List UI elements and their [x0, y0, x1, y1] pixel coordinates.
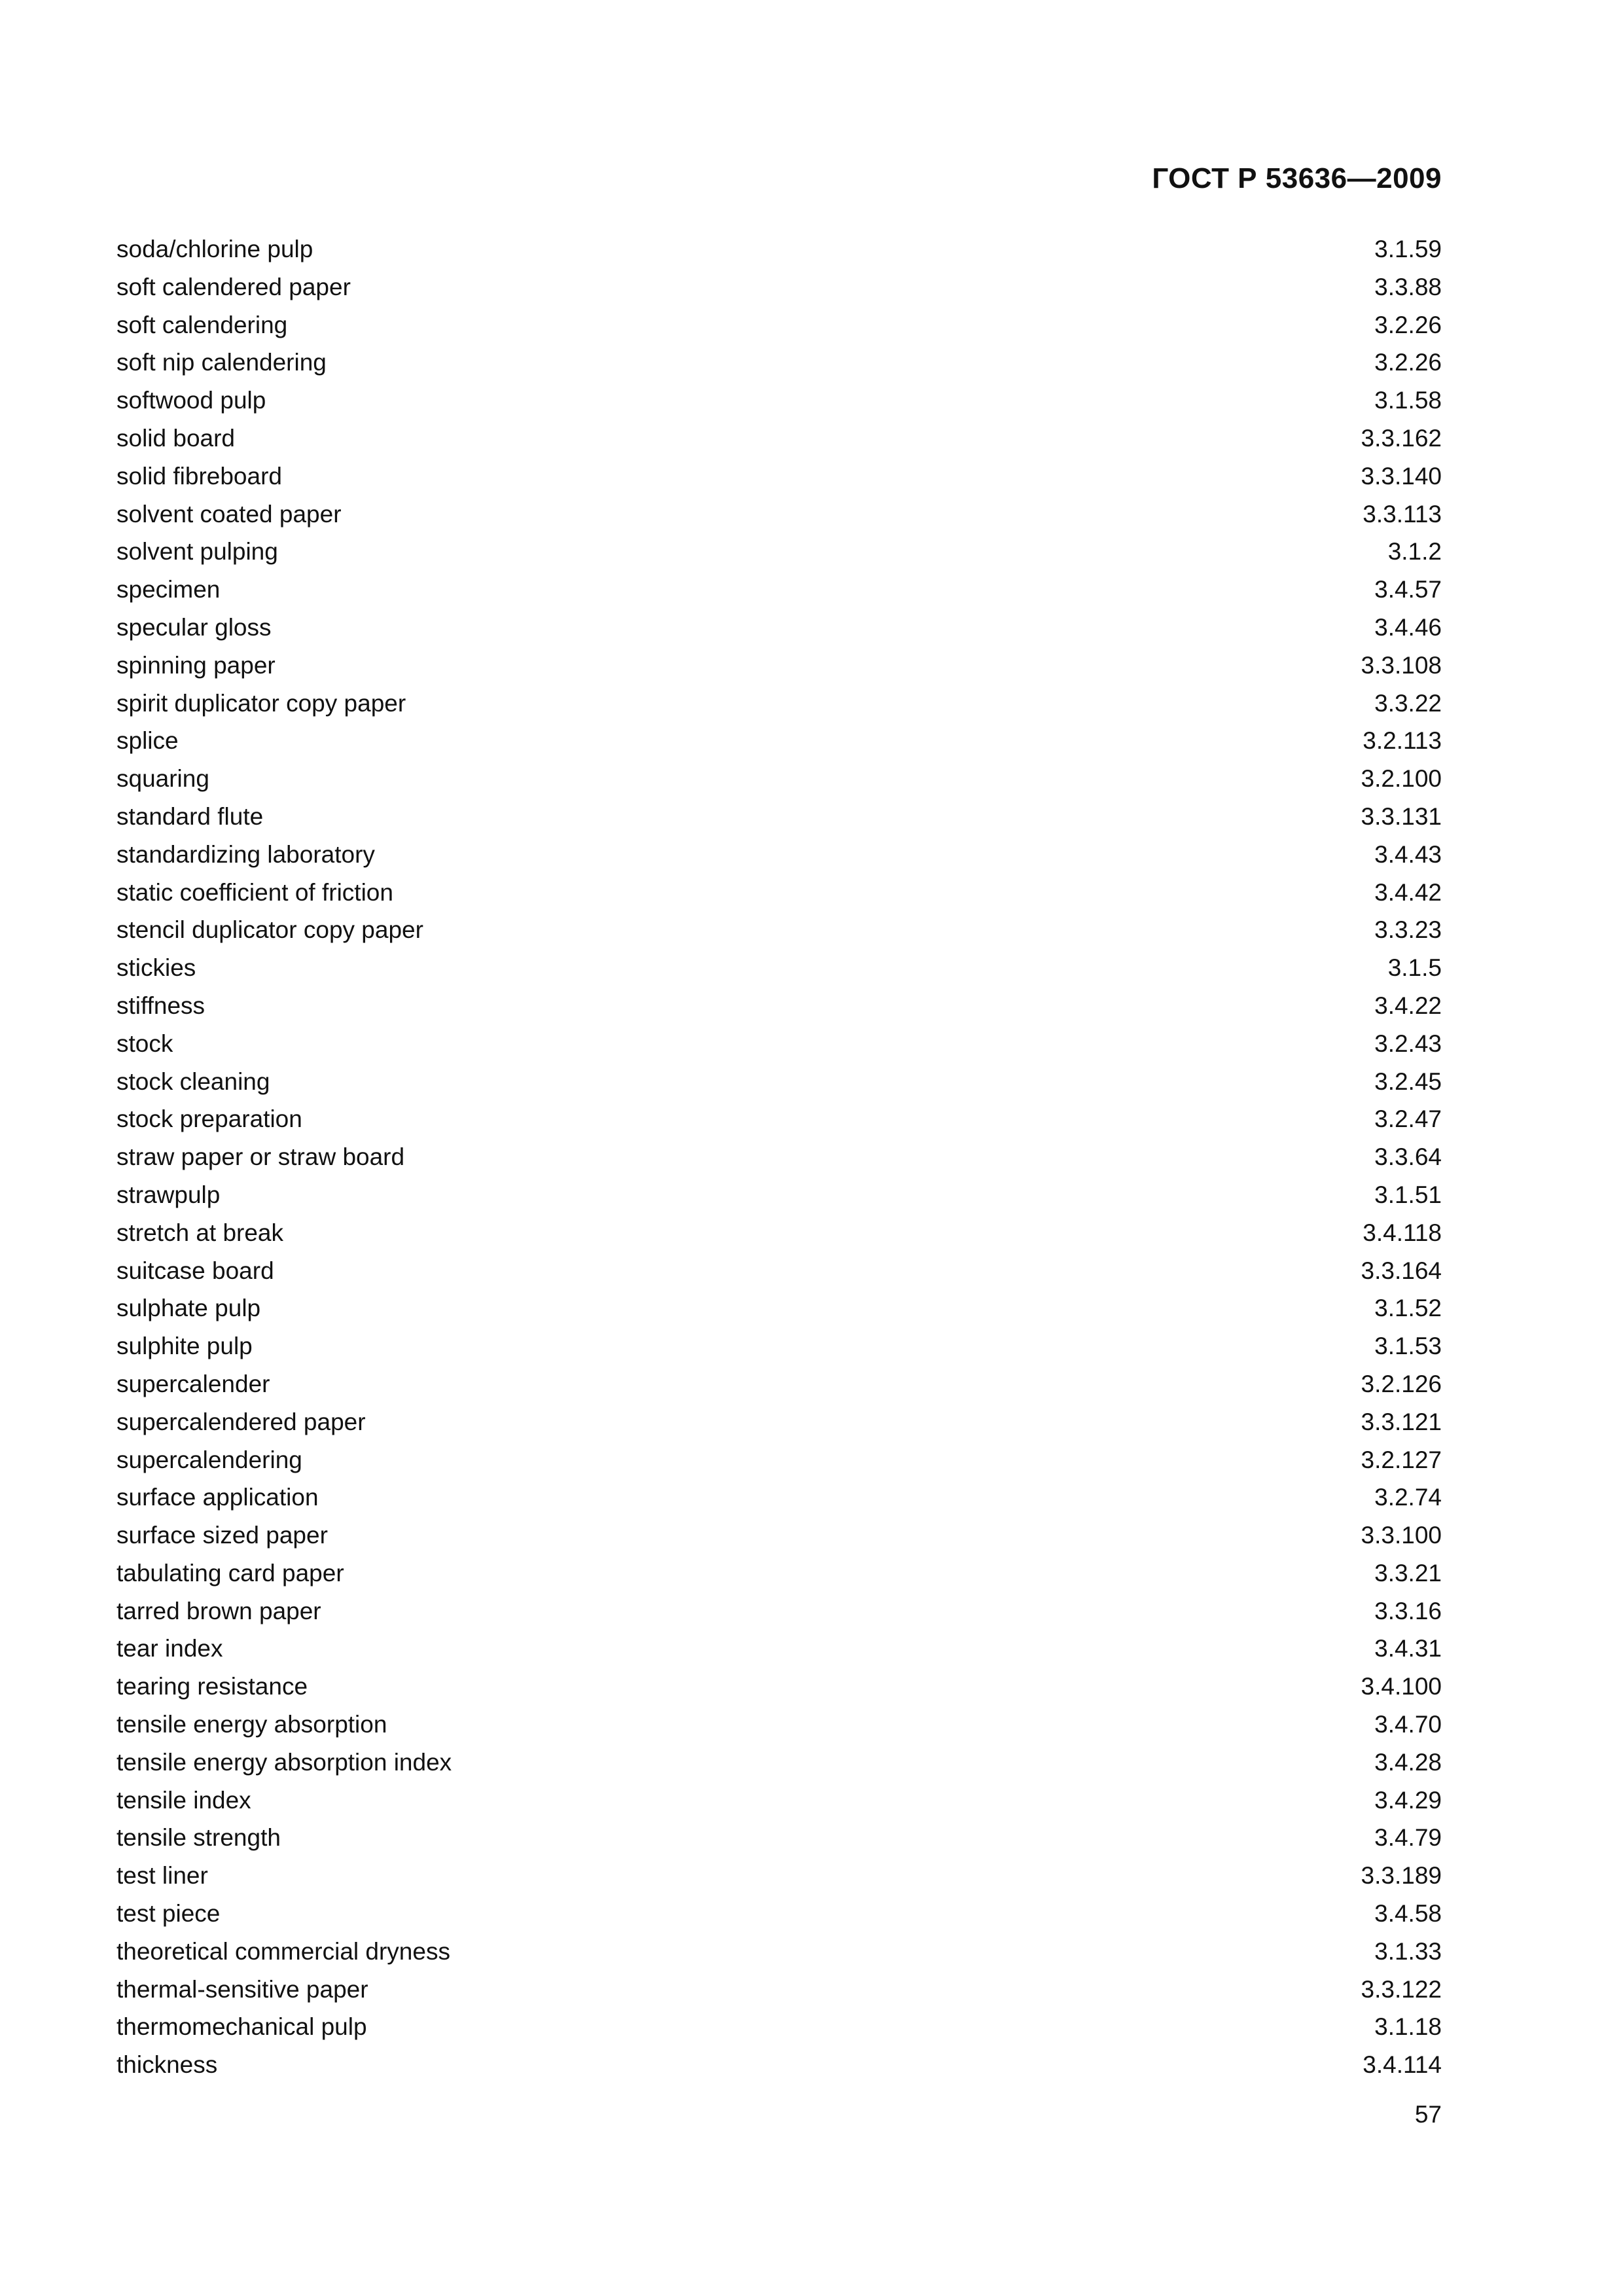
entry-term: strawpulp	[116, 1181, 221, 1208]
index-entry	[116, 1782, 1442, 1820]
index-entry	[116, 722, 1442, 760]
index-entry	[116, 911, 1442, 949]
index-entry	[116, 1592, 1442, 1630]
index-entry	[116, 230, 1442, 268]
entry-section-reference: 3.2.126	[1361, 1370, 1442, 1397]
entry-section-reference: 3.4.57	[1374, 576, 1442, 603]
entry-section-reference: 3.4.58	[1374, 1900, 1442, 1928]
index-entry	[116, 533, 1442, 571]
entry-section-reference: 3.1.2	[1387, 538, 1442, 565]
index-entry	[116, 609, 1442, 647]
index-entry	[116, 344, 1442, 382]
entry-term: solvent coated paper	[116, 500, 342, 528]
index-entry	[116, 760, 1442, 798]
entry-section-reference: 3.1.59	[1374, 236, 1442, 262]
entry-term: tensile energy absorption	[116, 1711, 387, 1738]
entry-term: solid board	[116, 424, 236, 452]
entry-term: stencil duplicator copy paper	[116, 916, 423, 944]
index-entry	[116, 1819, 1442, 1857]
entry-term: stock preparation	[116, 1105, 302, 1133]
entry-section-reference: 3.1.58	[1374, 387, 1442, 414]
entry-term: specular gloss	[116, 613, 272, 641]
entry-term: standard flute	[116, 802, 264, 830]
entry-section-reference: 3.4.42	[1374, 878, 1442, 906]
entry-term: thermal-sensitive paper	[116, 1975, 368, 2003]
entry-section-reference: 3.1.5	[1387, 954, 1442, 982]
index-entry	[116, 1025, 1442, 1063]
entry-section-reference: 3.2.113	[1363, 727, 1442, 755]
index-entry	[116, 1516, 1442, 1554]
entry-section-reference: 3.2.100	[1361, 765, 1442, 793]
index-entry	[116, 836, 1442, 874]
entry-section-reference: 3.3.21	[1374, 1559, 1442, 1587]
index-entry	[116, 1441, 1442, 1479]
index-entry	[116, 1176, 1442, 1214]
entry-term: specimen	[116, 576, 221, 603]
index-entry	[116, 798, 1442, 836]
entry-term: spirit duplicator copy paper	[116, 689, 406, 717]
entry-term: surface application	[116, 1484, 319, 1511]
entry-section-reference: 3.3.22	[1374, 689, 1442, 717]
entry-section-reference: 3.4.79	[1374, 1824, 1442, 1852]
entry-section-reference: 3.3.23	[1374, 916, 1442, 944]
entry-section-reference: 3.4.118	[1363, 1219, 1442, 1246]
entry-term: solid fibreboard	[116, 462, 282, 490]
entry-term: static coefficient of friction	[116, 878, 393, 906]
entry-term: tearing resistance	[116, 1673, 308, 1700]
entry-section-reference: 3.3.164	[1361, 1257, 1442, 1284]
entry-term: tabulating card paper	[116, 1559, 344, 1587]
entry-section-reference: 3.2.26	[1374, 349, 1442, 376]
index-entry	[116, 1365, 1442, 1403]
entry-term: sulphate pulp	[116, 1295, 261, 1322]
entry-term: squaring	[116, 765, 209, 793]
entry-section-reference: 3.4.70	[1374, 1711, 1442, 1738]
entry-term: solvent pulping	[116, 538, 278, 565]
index-entry	[116, 1063, 1442, 1101]
index-entry	[116, 1289, 1442, 1327]
index-entry	[116, 1971, 1442, 2009]
index-entry	[116, 647, 1442, 685]
index-entry	[116, 306, 1442, 344]
index-entry	[116, 1403, 1442, 1441]
entry-section-reference: 3.3.189	[1361, 1862, 1442, 1890]
entry-section-reference: 3.4.29	[1374, 1786, 1442, 1814]
entry-term: thermomechanical pulp	[116, 2013, 367, 2041]
entry-section-reference: 3.4.114	[1363, 2051, 1442, 2079]
entry-term: supercalendered paper	[116, 1408, 366, 1435]
index-entry	[116, 268, 1442, 306]
index-entry	[116, 874, 1442, 912]
entry-section-reference: 3.1.18	[1374, 2013, 1442, 2041]
index-entry	[116, 1895, 1442, 1933]
entry-term: soft calendering	[116, 311, 288, 338]
index-entry	[116, 1252, 1442, 1290]
index-entry	[116, 1857, 1442, 1895]
entry-term: stock	[116, 1030, 173, 1057]
entry-section-reference: 3.2.47	[1374, 1105, 1442, 1133]
entry-term: tensile strength	[116, 1824, 281, 1852]
page-number: 57	[1414, 2101, 1442, 2128]
entry-section-reference: 3.3.121	[1361, 1408, 1442, 1435]
index-entry	[116, 1554, 1442, 1592]
entry-term: tear index	[116, 1635, 223, 1662]
entry-section-reference: 3.1.52	[1374, 1295, 1442, 1322]
entry-section-reference: 3.4.31	[1374, 1635, 1442, 1662]
entry-term: tarred brown paper	[116, 1597, 321, 1624]
entry-section-reference: 3.2.43	[1374, 1030, 1442, 1057]
index-entry	[116, 1630, 1442, 1668]
entry-term: surface sized paper	[116, 1522, 328, 1549]
index-entry	[116, 457, 1442, 495]
entry-term: test piece	[116, 1900, 221, 1928]
entry-term: sulphite pulp	[116, 1333, 253, 1360]
entry-section-reference: 3.3.140	[1361, 462, 1442, 490]
entry-section-reference: 3.3.162	[1361, 424, 1442, 452]
index-entry	[116, 420, 1442, 457]
entry-section-reference: 3.3.108	[1361, 651, 1442, 679]
entry-section-reference: 3.2.45	[1374, 1067, 1442, 1095]
entry-section-reference: 3.3.64	[1374, 1143, 1442, 1171]
entry-term: splice	[116, 727, 179, 755]
entry-term: suitcase board	[116, 1257, 274, 1284]
entry-term: softwood pulp	[116, 387, 266, 414]
index-entry	[116, 1327, 1442, 1365]
entry-section-reference: 3.3.88	[1374, 273, 1442, 300]
entry-section-reference: 3.4.28	[1374, 1748, 1442, 1776]
standard-designation: ГОСТ Р 53636—2009	[1152, 162, 1442, 194]
entry-section-reference: 3.2.74	[1374, 1484, 1442, 1511]
entry-section-reference: 3.4.46	[1374, 613, 1442, 641]
index-entry	[116, 1100, 1442, 1138]
index-entry	[116, 1479, 1442, 1516]
entry-section-reference: 3.3.16	[1374, 1597, 1442, 1624]
index-entry	[116, 949, 1442, 987]
entry-term: supercalendering	[116, 1446, 302, 1473]
entry-term: test liner	[116, 1862, 208, 1890]
entry-term: stiffness	[116, 992, 205, 1019]
entry-term: standardizing laboratory	[116, 840, 375, 868]
index-entry	[116, 1138, 1442, 1176]
entry-term: soft calendered paper	[116, 273, 351, 300]
entry-term: stretch at break	[116, 1219, 284, 1246]
entry-term: soft nip calendering	[116, 349, 327, 376]
entry-section-reference: 3.2.26	[1374, 311, 1442, 338]
index-entry	[116, 382, 1442, 420]
entry-term: spinning paper	[116, 651, 276, 679]
entry-term: supercalender	[116, 1370, 270, 1397]
entry-term: tensile energy absorption index	[116, 1748, 452, 1776]
index-entry	[116, 571, 1442, 609]
entry-term: stock cleaning	[116, 1067, 270, 1095]
entry-section-reference: 3.4.100	[1361, 1673, 1442, 1700]
index-entry	[116, 1706, 1442, 1744]
entry-section-reference: 3.1.51	[1374, 1181, 1442, 1208]
entry-term: tensile index	[116, 1786, 251, 1814]
entry-term: theoretical commercial dryness	[116, 1937, 450, 1965]
entry-section-reference: 3.3.113	[1363, 500, 1442, 528]
entry-section-reference: 3.4.43	[1374, 840, 1442, 868]
entry-term: straw paper or straw board	[116, 1143, 405, 1171]
index-entry	[116, 495, 1442, 533]
entry-term: soda/chlorine pulp	[116, 236, 313, 262]
entry-section-reference: 3.4.22	[1374, 992, 1442, 1019]
index-entry	[116, 2046, 1442, 2084]
entry-section-reference: 3.3.131	[1361, 802, 1442, 830]
index-entry	[116, 685, 1442, 723]
index-entry	[116, 1744, 1442, 1782]
entry-section-reference: 3.3.100	[1361, 1522, 1442, 1549]
entry-term: stickies	[116, 954, 196, 982]
alphabetical-term-index	[116, 230, 1442, 2084]
index-entry	[116, 1668, 1442, 1706]
entry-section-reference: 3.2.127	[1361, 1446, 1442, 1473]
entry-section-reference: 3.1.33	[1374, 1937, 1442, 1965]
index-entry	[116, 1214, 1442, 1252]
entry-section-reference: 3.3.122	[1361, 1975, 1442, 2003]
index-entry	[116, 1933, 1442, 1971]
index-entry	[116, 987, 1442, 1025]
entry-section-reference: 3.1.53	[1374, 1333, 1442, 1360]
index-entry	[116, 2008, 1442, 2046]
entry-term: thickness	[116, 2051, 218, 2079]
